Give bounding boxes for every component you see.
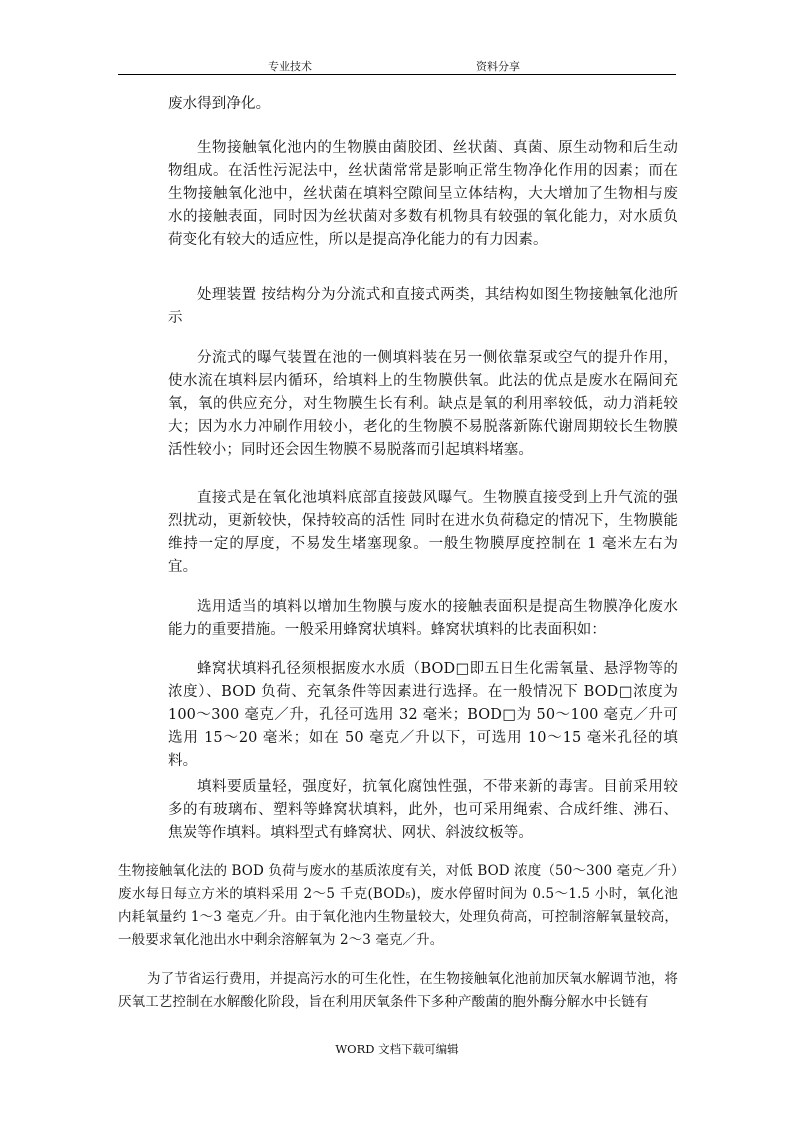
paragraph-10: 为了节省运行费用，并提高污水的可生化性，在生物接触氧化池前加厌氧水解调节池，将厌氧工艺控制在水解酸化阶段，旨在利用厌氧条件下多种产酸菌的胞外酶分解水中长链有 bbox=[118, 971, 678, 1010]
page-header bbox=[118, 58, 676, 75]
paragraph-3: 处理装置 按结构分为分流式和直接式两类，其结构如图生物接触氧化池所示 bbox=[168, 287, 678, 326]
page-footer: WORD 文档下载可编辑 bbox=[335, 1042, 459, 1056]
paragraph-1: 废水得到净化。 bbox=[168, 96, 271, 112]
paragraph-4: 分流式的曝气装置在池的一侧填料装在另一侧依靠泵或空气的提升作用，使水流在填料层内循环，给填料上的生物膜供氧。此法的优点是废水在隔间充氧，氧的供应充分，对生物膜生长有利。缺点是氧的利用率较低，动力消耗较大；因为水力冲刷作用较小，老化的生物膜不易脱落新陈代谢周期较长生物膜活性较小；同时还会因生物膜不易脱落而引起填料堵塞。 bbox=[168, 350, 678, 458]
header-left-text: 专业技术 bbox=[268, 60, 312, 73]
paragraph-7: 蜂窝状填料孔径须根据废水水质（BOD□即五日生化需氧量、悬浮物等的浓度）、BOD 负荷、充氧条件等因素进行选择。在一般情况下 BOD□浓度为 100～300 毫克／升，孔径可选用 32 毫米；BOD□为 50～100 毫克／升可选用 15～20 毫米；如在 50 毫克／升以下，可选用 10～15 毫米孔径的填料。 bbox=[168, 661, 678, 769]
header-right-text: 资料分享 bbox=[476, 60, 520, 73]
paragraph-2: 生物接触氧化池内的生物膜由菌胶团、丝状菌、真菌、原生动物和后生动物组成。在活性污泥法中，丝状菌常常是影响正常生物净化作用的因素；而在生物接触氧化池中，丝状菌在填料空隙间呈立体结构，大大增加了生物相与废水的接触表面，同时因为丝状菌对多数有机物具有较强的氧化能力，对水质负荷变化有较大的适应性，所以是提高净化能力的有力因素。 bbox=[168, 140, 678, 248]
paragraph-9: 生物接触氧化法的 BOD 负荷与废水的基质浓度有关，对低 BOD 浓度（50～300 毫克／升）废水每日每立方米的填料采用 2～5 千克(BOD₅)，废水停留时间为 0.5～1.5 小时，氧化池内耗氧量约 1～3 毫克／升。由于氧化池内生物量较大，处理负荷高，可控制溶解氧量较高，一般要求氧化池出水中剩余溶解氧为 2～3 毫克／升。 bbox=[118, 863, 678, 948]
paragraph-6: 选用适当的填料以增加生物膜与废水的接触表面积是提高生物膜净化废水能力的重要措施。一般采用蜂窝状填料。蜂窝状填料的比表面积如： bbox=[168, 599, 678, 638]
paragraph-5: 直接式是在氧化池填料底部直接鼓风曝气。生物膜直接受到上升气流的强烈扰动，更新较快，保持较高的活性 同时在进水负荷稳定的情况下，生物膜能维持一定的厚度，不易发生堵塞现象。一般生物膜厚度控制在 1 毫米左右为宜。 bbox=[168, 490, 678, 575]
paragraph-8: 填料要质量轻，强度好，抗氧化腐蚀性强，不带来新的毒害。目前采用较多的有玻璃布、塑料等蜂窝状填料，此外，也可采用绳索、合成纤维、沸石、焦炭等作填料。填料型式有蜂窝状、网状、斜波纹板等。 bbox=[168, 779, 678, 841]
